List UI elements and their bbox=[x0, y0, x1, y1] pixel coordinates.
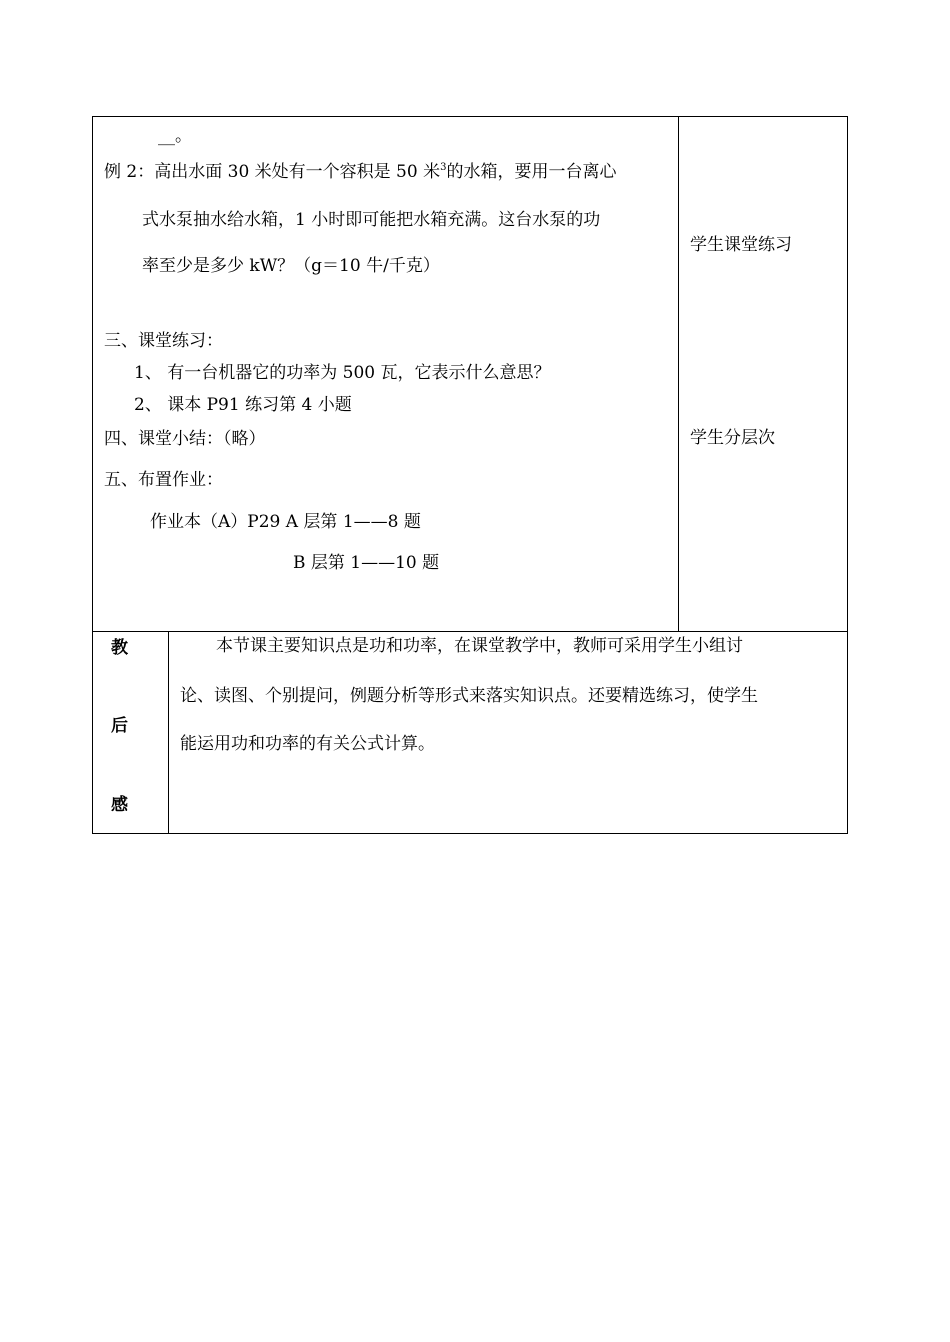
side-column-divider bbox=[678, 116, 679, 632]
example-2-line-1-post: 的水箱，要用一台离心 bbox=[446, 162, 617, 182]
section-5-heading: 五、布置作业： bbox=[104, 470, 223, 490]
label-column-divider bbox=[168, 631, 169, 834]
example-2-line-3: 率至少是多少 kW？（g＝10 牛/千克） bbox=[142, 256, 440, 276]
reflection-line-2: 论、读图、个别提问，例题分析等形式来落实知识点。还要精选练习，使学生 bbox=[180, 686, 758, 706]
example-2-line-1-pre: 例 2：高出水面 30 米处有一个容积是 50 米 bbox=[104, 162, 441, 182]
section-4-summary: 四、课堂小结：（略） bbox=[104, 429, 266, 449]
example-2-line-1 bbox=[104, 164, 616, 181]
table-bottom-border bbox=[92, 833, 848, 834]
side-note-classroom-practice: 学生课堂练习 bbox=[690, 235, 792, 255]
table-right-border bbox=[847, 116, 848, 834]
side-note-tiered: 学生分层次 bbox=[690, 428, 775, 448]
section-3-item-2: 2、 课本 P91 练习第 4 小题 bbox=[134, 395, 352, 415]
reflection-line-3: 能运用功和功率的有关公式计算。 bbox=[180, 734, 435, 754]
reflection-label-char-3: 感 bbox=[111, 795, 128, 815]
homework-line-a: 作业本（A）P29 A 层第 1——8 题 bbox=[150, 512, 421, 532]
reflection-label-char-2: 后 bbox=[111, 716, 128, 736]
reflection-label-char-1: 教 bbox=[111, 638, 128, 658]
cubic-superscript: 3 bbox=[440, 162, 447, 173]
homework-line-b: B 层第 1——10 题 bbox=[293, 553, 440, 573]
table-middle-border bbox=[92, 631, 848, 632]
table-top-border bbox=[92, 116, 848, 117]
section-3-item-1: 1、 有一台机器它的功率为 500 瓦，它表示什么意思？ bbox=[134, 363, 551, 383]
reflection-line-1: 本节课主要知识点是功和功率，在课堂教学中，教师可采用学生小组讨 bbox=[216, 636, 743, 656]
example-2-line-2: 式水泵抽水给水箱，1 小时即可能把水箱充满。这台水泵的功 bbox=[142, 210, 601, 230]
continuation-line: __。 bbox=[158, 126, 192, 146]
section-3-heading: 三、课堂练习： bbox=[104, 331, 223, 351]
table-left-border bbox=[92, 116, 93, 834]
